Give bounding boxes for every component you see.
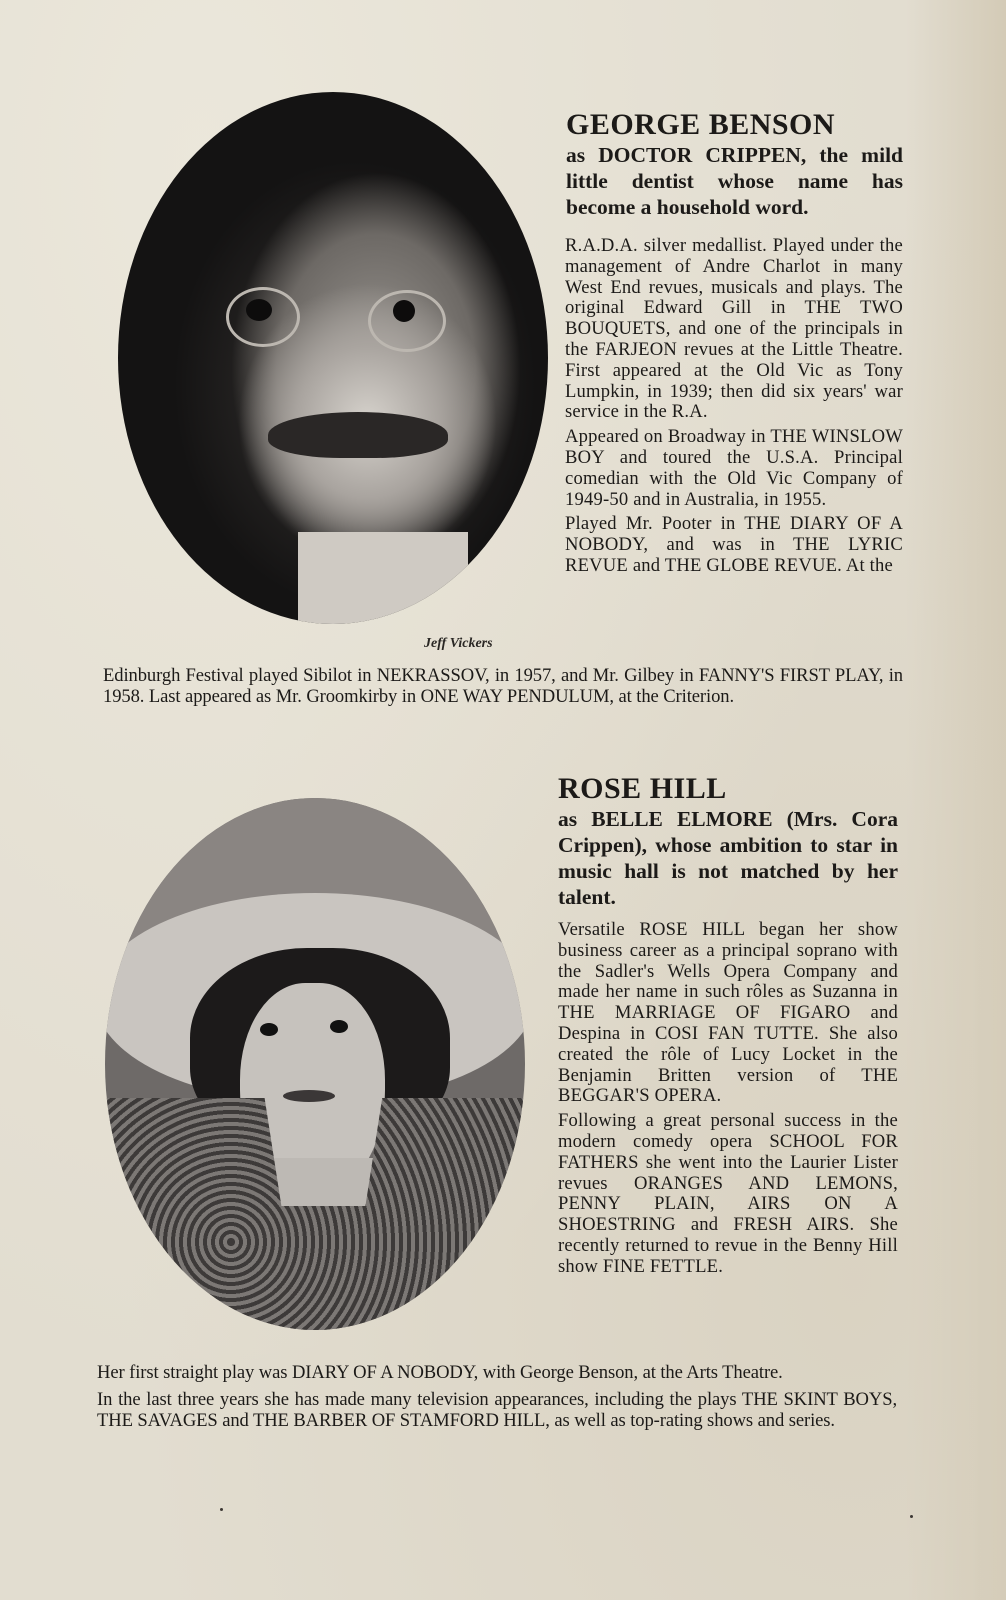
bio-paragraph: Played Mr. Pooter in THE DIARY OF A NOBODY, and was in THE LYRIC REVUE and THE GLOBE REVUE. At the xyxy=(565,513,903,576)
george-benson-bio-full-width xyxy=(103,666,903,714)
actor-name-george-benson: GEORGE BENSON xyxy=(566,108,836,141)
actor-name-rose-hill: ROSE HILL xyxy=(558,772,727,805)
print-speck xyxy=(910,1515,913,1518)
mustache xyxy=(268,412,448,458)
bio-paragraph: R.A.D.A. silver medallist. Played under the management of Andre Charlot in many West End revues, musicals and plays. The original Edward Gill in THE TWO BOUQUETS, and one of the principals in the FARJEON revues at the Little Theatre. First appeared at the Old Vic as Tony Lumpkin, in 1939; then did six years' war service in the R.A. xyxy=(565,235,903,423)
right-eye xyxy=(393,300,415,322)
george-benson-portrait-photo xyxy=(118,92,548,624)
print-speck xyxy=(220,1508,223,1511)
actor-role-belle-elmore: as BELLE ELMORE (Mrs. Cora Crippen), whose ambition to star in music hall is not matched by her talent. xyxy=(558,807,898,909)
right-eye xyxy=(330,1020,348,1033)
bio-paragraph: Versatile ROSE HILL began her show business career as a principal soprano with the Sadler's Wells Opera Company and made her name in such rôles as Suzanna in THE MARRIAGE OF FIGARO and Despina in COSI FAN TUTTE. She also created the rôle of Lucy Locket in the Benjamin Britten version of THE BEGGAR'S OPERA. xyxy=(558,919,898,1107)
george-benson-heading-block xyxy=(566,108,903,220)
lips xyxy=(283,1090,335,1102)
actor-role-doctor-crippen: as DOCTOR CRIPPEN, the mild little dentist whose name has become a household word. xyxy=(566,143,903,219)
left-eye xyxy=(246,299,272,321)
bio-paragraph: Appeared on Broadway in THE WINSLOW BOY and toured the U.S.A. Principal comedian with the Old Vic Company of 1949-50 and in Australia, in 1955. xyxy=(565,426,903,510)
rose-hill-bio-full-width xyxy=(97,1363,897,1437)
george-benson-bio-column xyxy=(565,236,903,581)
left-eye xyxy=(260,1023,278,1036)
bio-paragraph: In the last three years she has made many television appearances, including the plays THE SKINT BOYS, THE SAVAGES and THE BARBER OF STAMFORD HILL, as well as top-rating shows and series. xyxy=(97,1388,897,1431)
shirt-collar xyxy=(298,532,468,624)
photo-credit: Jeff Vickers xyxy=(424,636,493,651)
rose-hill-portrait-photo xyxy=(105,798,525,1330)
rose-hill-bio-column xyxy=(558,920,898,1282)
bio-paragraph: Edinburgh Festival played Sibilot in NEKRASSOV, in 1957, and Mr. Gilbey in FANNY'S FIRST PLAY, in 1958. Last appeared as Mr. Groomkirby in ONE WAY PENDULUM, at the Criterion. xyxy=(103,665,903,707)
bio-paragraph: Her first straight play was DIARY OF A NOBODY, with George Benson, at the Arts Theatre. xyxy=(97,1362,783,1383)
rose-hill-heading-block xyxy=(558,772,898,910)
bio-paragraph: Following a great personal success in the modern comedy opera SCHOOL FOR FATHERS she went into the Laurier Lister revues ORANGES AND LEMONS, PENNY PLAIN, AIRS ON A SHOESTRING and FRESH AIRS. She recently returned to revue in the Benny Hill show FINE FETTLE. xyxy=(558,1110,898,1277)
